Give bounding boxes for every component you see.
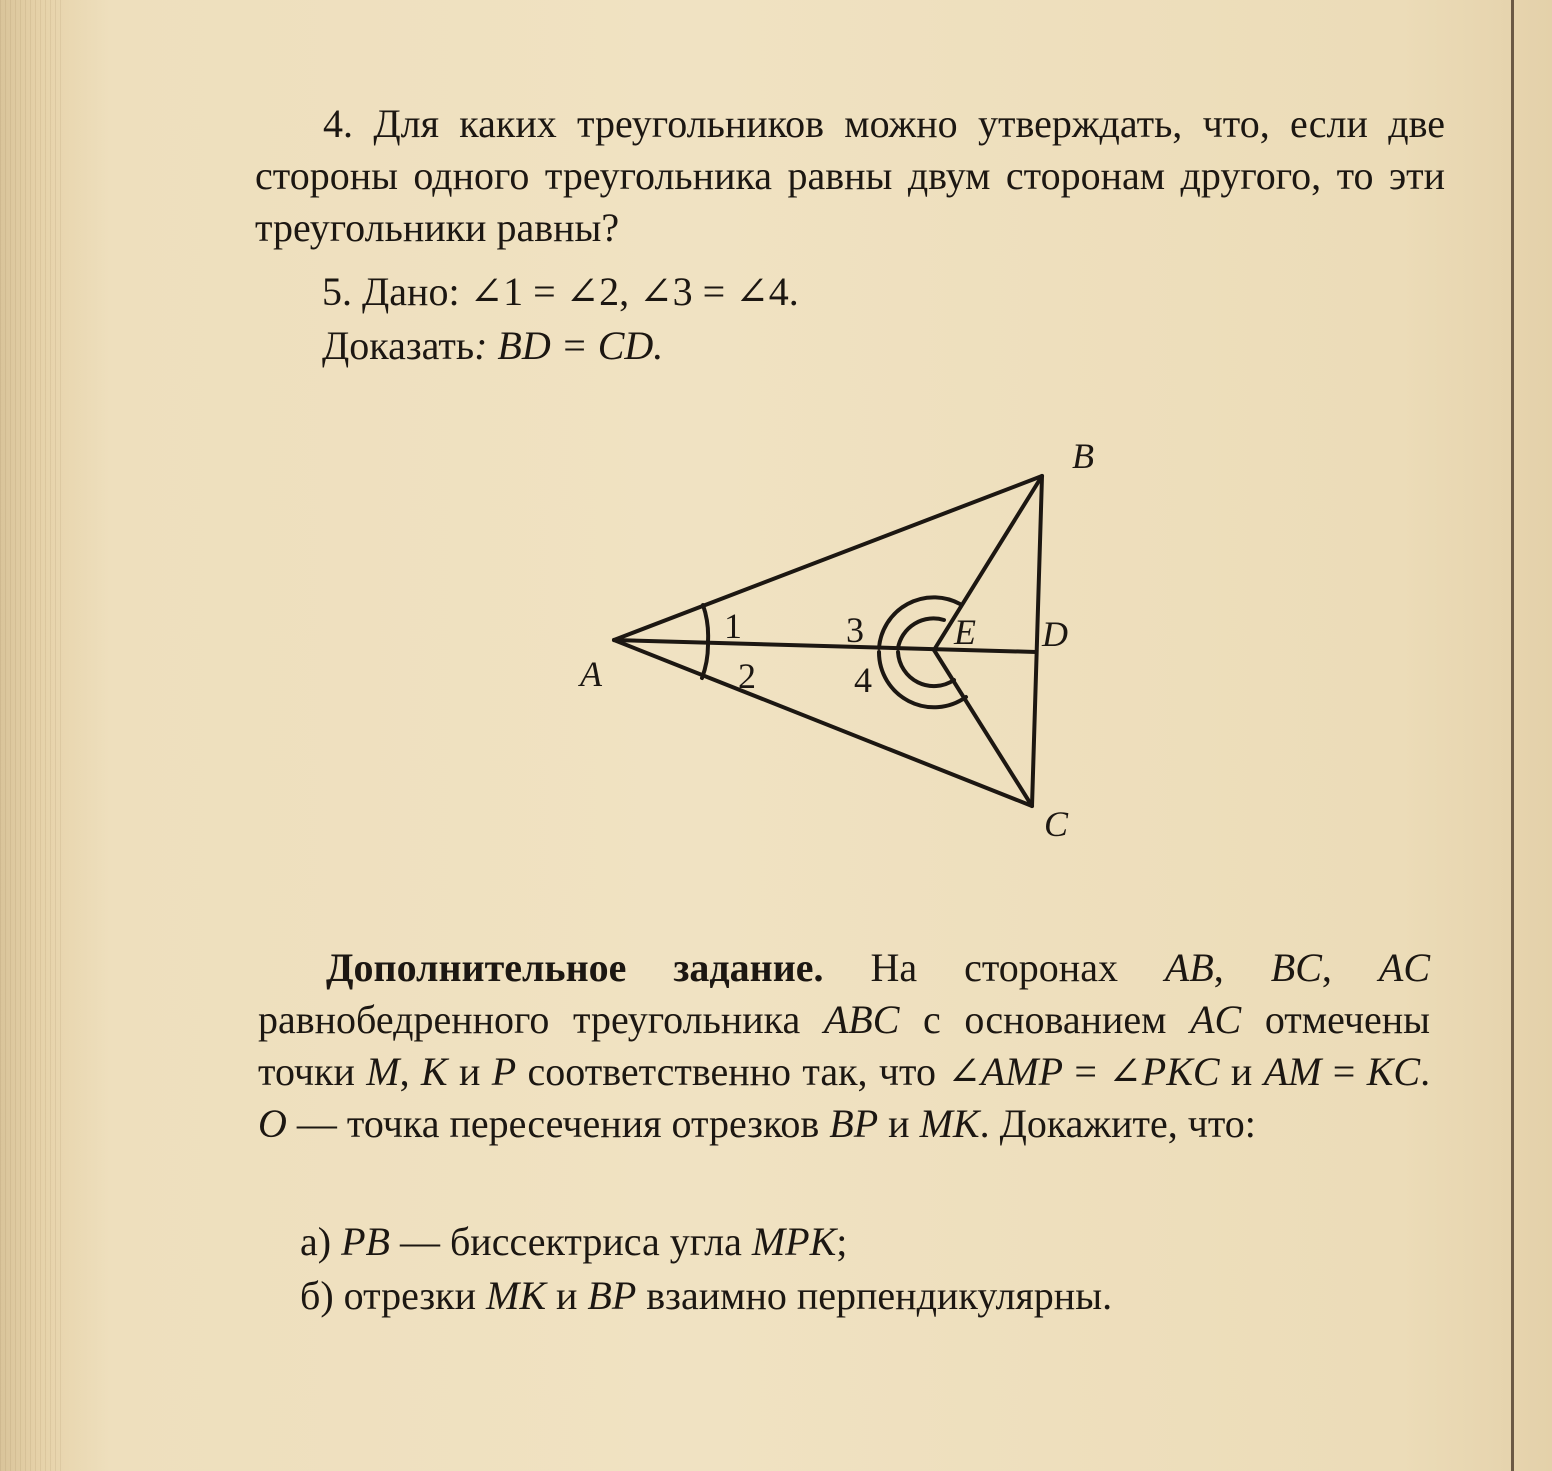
given-text: ∠1 = ∠2, ∠3 = ∠4. (469, 269, 799, 314)
segment-BE (934, 476, 1042, 650)
label-point-D: D (1042, 614, 1068, 654)
prove-text: : BD = CD. (474, 323, 664, 368)
extra-task (258, 942, 1430, 1150)
extra-task-text: Дополнительное задание. На сторонах AB, BC, AC равнобедренного треугольника ABC с основанием AC отмечены точки M, K и P соответственно так, что ∠AMP = ∠PKC и AM = KC. O — точка пересечения отрезков BP и MK. Докажите, что: (258, 945, 1431, 1146)
label-point-C: C (1044, 804, 1069, 844)
segment-AC (614, 640, 1032, 806)
problem-4-text: 4. Для каких треугольников можно утверждать, что, если две стороны одного треугольника равны двум сторонам другого, то эти треугольники равны? (255, 101, 1445, 250)
segment-CE (934, 650, 1032, 806)
prove-prefix: Доказать (322, 323, 475, 368)
given-prefix: 5. Дано: (322, 269, 470, 314)
extra-item-b: б) отрезки MK и BP взаимно перпендикулярны. (300, 1273, 1113, 1318)
extra-item-a: а) PB — биссектриса угла MPK; (300, 1219, 848, 1264)
segment-BC (1032, 476, 1042, 806)
segment-AB (614, 476, 1042, 640)
label-point-A: A (580, 654, 602, 694)
angle-arc-2 (702, 645, 708, 678)
angle-arc-1 (703, 605, 708, 641)
label-point-B: B (1072, 436, 1094, 476)
label-point-E: E (954, 612, 976, 652)
extra-task-title: Дополнительное задание. (326, 945, 824, 990)
label-angle-1: 1 (724, 606, 742, 646)
label-angle-4: 4 (854, 660, 872, 700)
label-angle-2: 2 (738, 656, 756, 696)
label-angle-3: 3 (846, 610, 864, 650)
